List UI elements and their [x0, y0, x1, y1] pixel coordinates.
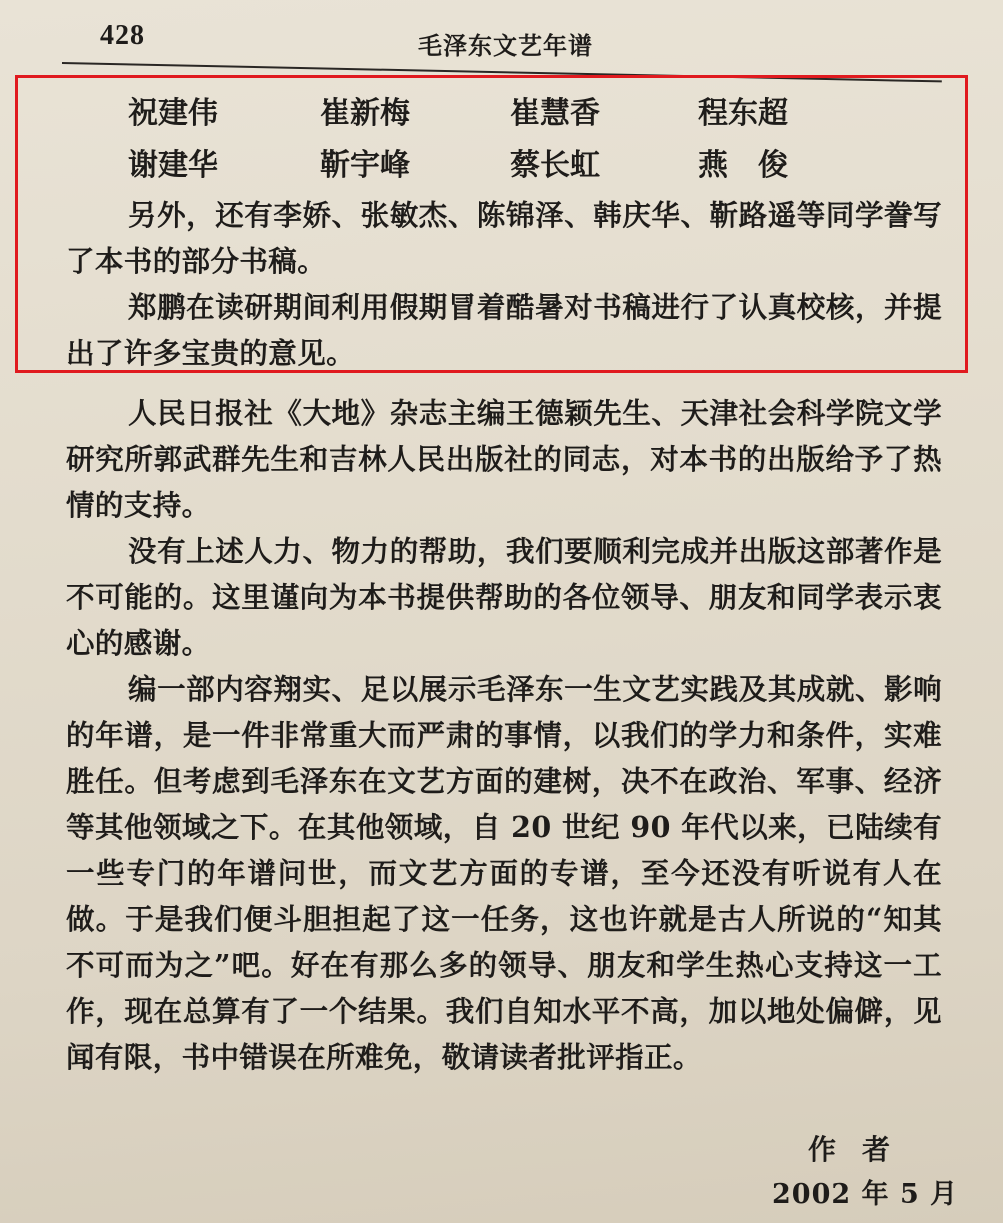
running-title: 毛泽东文艺年谱	[418, 31, 593, 60]
contributor-name: 蔡长虹	[510, 148, 600, 183]
red-highlight-box	[15, 75, 968, 373]
contributor-name: 燕 俊	[698, 148, 788, 183]
contributor-name: 崔新梅	[320, 96, 410, 131]
paragraph-transcribers: 另外，还有李娇、张敏杰、陈锦泽、韩庆华、靳路遥等同学誊写了本书的部分书稿。	[66, 198, 942, 278]
contributor-name: 程东超	[698, 96, 788, 131]
contributor-name: 靳宇峰	[320, 148, 410, 183]
page-number: 428	[100, 20, 145, 51]
contributor-name: 崔慧香	[510, 96, 600, 131]
contributor-name: 祝建伟	[128, 96, 218, 131]
contributor-name: 谢建华	[128, 148, 218, 183]
paragraph-publishers: 人民日报社《大地》杂志主编王德颖先生、天津社会科学院文学研究所郭武群先生和吉林人民出版社的同志，对本书的出版给予了热情的支持。	[66, 396, 942, 522]
paragraph-thanks: 没有上述人力、物力的帮助，我们要顺利完成并出版这部著作是不可能的。这里谨向为本书提供帮助的各位领导、朋友和同学表示衷心的感谢。	[66, 534, 942, 660]
body-paragraphs	[66, 390, 942, 1080]
paragraph-purpose: 编一部内容翔实、足以展示毛泽东一生文艺实践及其成就、影响的年谱，是一件非常重大而严肃的事情，以我们的学力和条件，实难胜任。但考虑到毛泽东在文艺方面的建树，决不在政治、军事、经济等其他领域之下。在其他领域，自 20 世纪 90 年代以来，已陆续有一些专门的年谱问世，而文艺方面的专谱，至今还没有听说有人在做。于是我们便斗胆担起了这一任务，这也许就是古人所说的“知其不可而为之”吧。好在有那么多的领导、朋友和学生热心支持这一工作，现在总算有了一个结果。我们自知水平不高，加以地处偏僻，见闻有限，书中错误在所难免，敬请读者批评指正。	[66, 672, 942, 1074]
signature-date: 2002 年 5 月	[772, 1179, 959, 1210]
author-signature: 作者	[808, 1133, 917, 1166]
paragraph-proofreader: 郑鹏在读研期间利用假期冒着酷暑对书稿进行了认真校核，并提出了许多宝贵的意见。	[66, 290, 942, 370]
